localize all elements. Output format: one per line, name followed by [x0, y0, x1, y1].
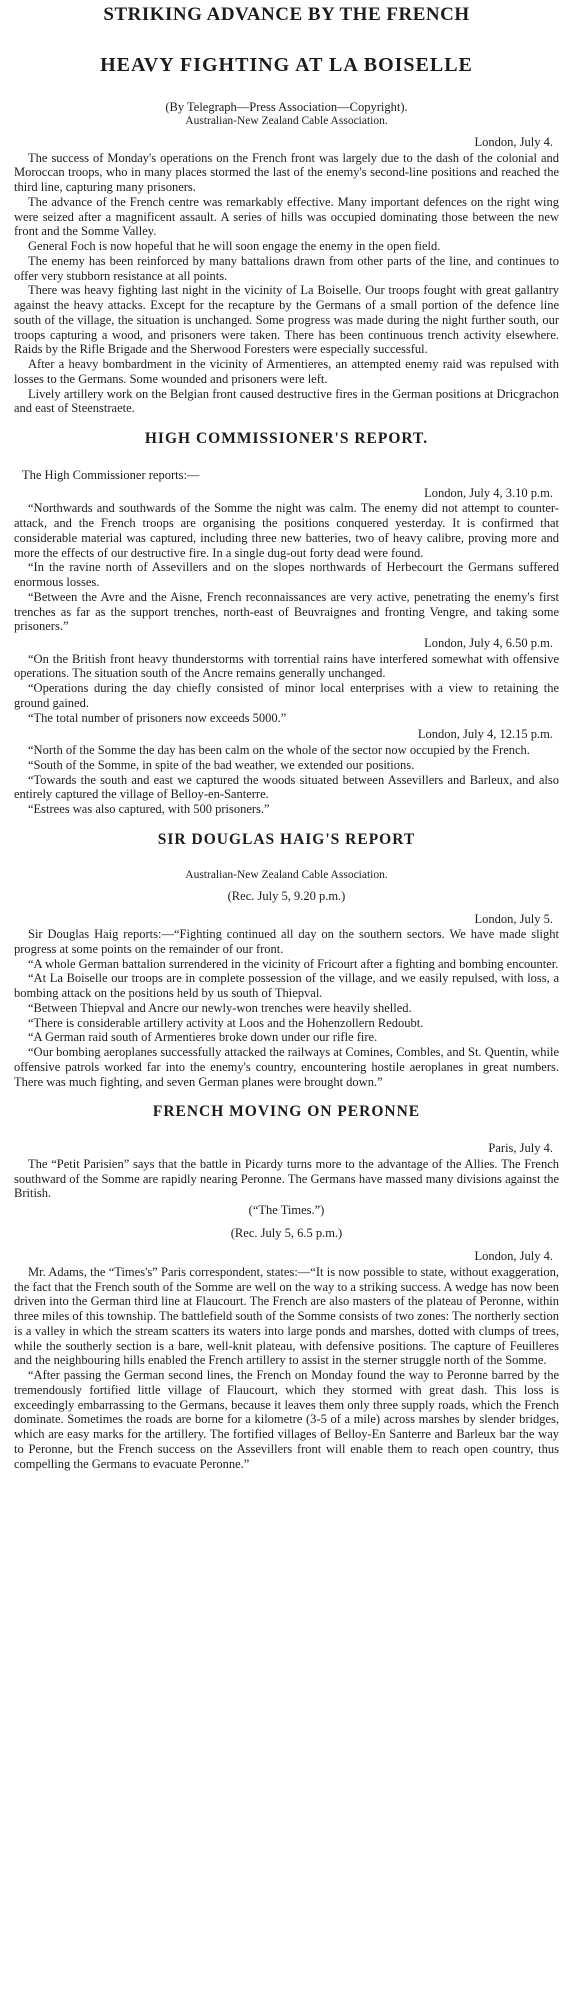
received-line: (Rec. July 5, 6.5 p.m.) — [230, 1226, 343, 1241]
article-body — [14, 743, 559, 817]
paragraph: “There is considerable artillery activity at Loos and the Hohenzollern Redoubt. — [28, 1015, 424, 1030]
article-body — [14, 151, 559, 417]
dateline: London, July 4. — [474, 135, 553, 150]
agency-line: Australian-New Zealand Cable Association. — [185, 115, 388, 128]
received-line: (Rec. July 5, 9.20 p.m.) — [227, 888, 346, 903]
article-body — [14, 501, 559, 634]
paragraph: “The total number of prisoners now exceeds 5000.” — [28, 710, 287, 725]
paragraph: “South of the Somme, in spite of the bad weather, we extended our positions. — [28, 757, 415, 772]
article-body — [14, 1265, 559, 1472]
paragraph: “After passing the German second lines, the French on Monday found the way to Peronne barred by the tremendously fortified little village of Flaucourt, which they stormed with great dash. This loss is exceedingly embarrassing to the Germans, because it leaves them only three supply roads, which the French dominate. Sometimes the roads are borne for a kilometre (3-5 of a mile) across marshes by slender bridges, which are easy marks for the artillery. The fortified villages of Belloy-En Santerre and Barleux bar the way to Peronne, but the French success on the Assevillers front will enable them to reach open country, thus compelling the Germans to evacuate Peronne.” — [14, 1368, 559, 1471]
dateline: London, July 4, 12.15 p.m. — [417, 727, 553, 742]
section-headline: HIGH COMMISSIONER'S REPORT. — [144, 430, 429, 448]
paragraph: The enemy has been reinforced by many battalions drawn from other parts of the line, and continues to offer very stubborn resistance at all points. — [14, 253, 559, 283]
article-body — [14, 652, 559, 726]
paragraph: Mr. Adams, the “Times's” Paris correspondent, states:—“It is now possible to state, without exaggeration, the fact that the French south of the Somme are well on the way to a striking success. A wedge has now been driven into the German third line at Flaucourt. The French are also masters of the plateau of Peronne, within three miles of this township. The battlefield south of the Somme consists of two zones: The northerly section is a valley in which the stream scatters its waters into large ponds and marshes, dotted with clumps of trees, while the southerly section is a bare, well-knit plateau, with defensive positions. The capture of Feuilleres and the neighbouring hills enabled the French artillery to assist in the sterner struggle north of the Somme. — [14, 1264, 559, 1368]
press-credit: (By Telegraph—Press Association—Copyright). — [165, 99, 408, 114]
paragraph: The success of Monday's operations on the French front was largely due to the dash of the colonial and Moroccan troops, who in many places stormed the last of the enemy's second-line positions and reached the third line, capturing many prisoners. — [14, 150, 559, 195]
paragraph: Sir Douglas Haig reports:—“Fighting continued all day on the southern sectors. We have made slight progress at some points on the remainder of our front. — [14, 927, 559, 956]
article-body — [14, 927, 559, 1089]
dateline: London, July 4. — [474, 1249, 553, 1264]
paragraph: There was heavy fighting last night in the vicinity of La Boiselle. Our troops fought with great gallantry against the heavy attacks. Except for the recapture by the Germans of a small portion of the defence line south of the village, the situation is unchanged. Some progress was made during the night further south, our troops capturing a wood, and prisoners were taken. There has been continuous trench activity elsewhere. Raids by the Rifle Brigade and the Sherwood Foresters were especially successful. — [14, 283, 559, 357]
dateline: London, July 4, 6.50 p.m. — [424, 636, 553, 651]
paragraph: “Estrees was also captured, with 500 prisoners.” — [28, 802, 270, 817]
paragraph: The advance of the French centre was remarkably effective. Many important defences on the right wing were seized after a magnificent assault. A series of hills was occupied dominating those between the new front and the Somme Valley. — [14, 194, 559, 239]
paragraph: General Foch is now hopeful that he will soon engage the enemy in the open field. — [28, 239, 441, 254]
article-haig-report — [14, 831, 559, 1090]
agency-line: Australian-New Zealand Cable Association. — [185, 868, 388, 881]
source-line: (“The Times.”) — [248, 1203, 325, 1218]
paragraph: “Towards the south and east we captured the woods situated between Assevillers and Barleux, and also entirely captured the village of Belloy-en-Santerre. — [14, 772, 559, 802]
paragraph: “Between the Avre and the Aisne, French reconnaissances are very active, penetrating the enemy's first trenches as far as the support trenches, north-east of Beuvraignes and fronting Vengre, and taking some prisoners.” — [14, 589, 559, 634]
paragraph: “Our bombing aeroplanes successfully attacked the railways at Comines, Combles, and St. Quentin, while offensive patrols worked far into the enemy's country, encountering hostile aeroplanes in great numbers. There was much fighting, and seven German planes were brought down.” — [14, 1045, 559, 1089]
paragraph: The “Petit Parisien” says that the battle in Picardy turns more to the advantage of the Allies. The French southward of the Somme are rapidly nearing Peronne. The Germans have massed many divisions against the British. — [14, 1156, 559, 1201]
section-headline: FRENCH MOVING ON PERONNE — [152, 1103, 421, 1121]
paragraph: “A German raid south of Armentieres broke down under our rifle fire. — [28, 1030, 378, 1045]
article-body — [14, 1157, 559, 1201]
dateline: Paris, July 4. — [488, 1141, 553, 1156]
dateline: London, July 5. — [474, 911, 553, 926]
paragraph: “Operations during the day chiefly consisted of minor local enterprises with a view to retaining the ground gained. — [14, 681, 559, 710]
paragraph: Lively artillery work on the Belgian front caused destructive fires in the German positions at Dricgrachon and east of Steenstraete. — [14, 386, 559, 416]
intro-line: The High Commissioner reports:— — [22, 468, 200, 483]
main-headline: HEAVY FIGHTING AT LA BOISELLE — [100, 53, 473, 76]
top-headline: STRIKING ADVANCE BY THE FRENCH — [103, 4, 470, 25]
paragraph: “Northwards and southwards of the Somme the night was calm. The enemy did not attempt to counter-attack, and the French troops are organising the positions conquered yesterday. It is confirmed that considerable material was captured, including three new batteries, two of heavy calibre, proving more and more the effects of our destructive fire. In a single dug-out forty dead were found. — [14, 501, 559, 560]
dateline: London, July 4, 3.10 p.m. — [424, 485, 553, 500]
paragraph: “On the British front heavy thunderstorms with torrential rains have interfered somewhat with offensive operations. The situation south of the Ancre remains generally unchanged. — [14, 651, 559, 681]
article-peronne — [14, 1103, 559, 1471]
paragraph: “Between Thiepval and Ancre our newly-won trenches were heavily shelled. — [28, 1000, 412, 1015]
paragraph: “In the ravine north of Assevillers and on the slopes northwards of Herbecourt the Germans suffered enormous losses. — [14, 560, 559, 590]
paragraph: “North of the Somme the day has been calm on the whole of the sector now occupied by the French. — [28, 743, 530, 758]
paragraph: After a heavy bombardment in the vicinity of Armentieres, an attempted enemy raid was repulsed with losses to the Germans. Some wounded and prisoners were left. — [14, 357, 559, 386]
article-main — [14, 135, 559, 416]
paragraph: “A whole German battalion surrendered in the vicinity of Fricourt after a fighting and bombing encounter. — [28, 956, 559, 971]
article-high-commissioner — [14, 430, 559, 817]
section-headline: SIR DOUGLAS HAIG'S REPORT — [157, 830, 416, 848]
paragraph: “At La Boiselle our troops are in complete possession of the village, and we easily repulsed, with loss, a bombing attack on the positions held by us south of Thiepval. — [14, 971, 559, 1001]
